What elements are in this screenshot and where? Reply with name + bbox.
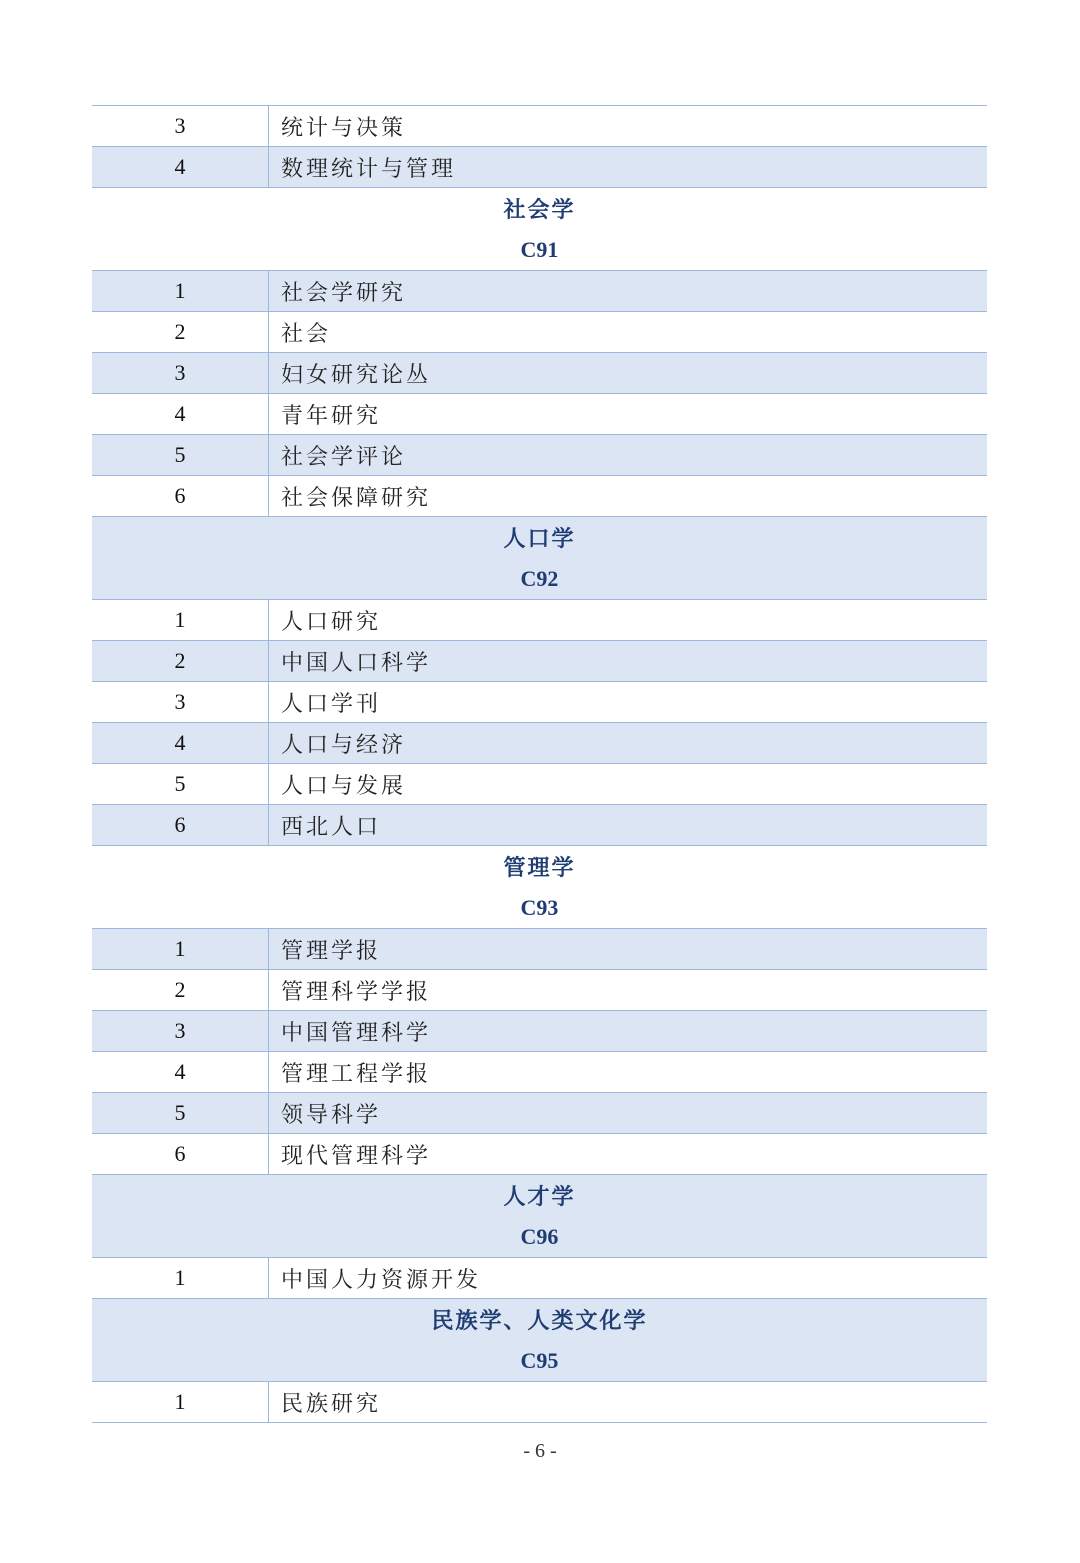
- table-row: [92, 476, 987, 517]
- section-header-demography: [92, 517, 987, 600]
- table-row: [92, 353, 987, 394]
- section-code: C95: [520, 1347, 559, 1373]
- journal-name: 人口研究: [281, 609, 382, 635]
- row-number: 1: [92, 271, 269, 311]
- journal-name: 管理科学学报: [281, 979, 432, 1005]
- row-number: 2: [92, 641, 269, 681]
- row-number: 6: [92, 805, 269, 845]
- row-number: 4: [92, 394, 269, 434]
- section-title: 民族学、人类文化学: [431, 1308, 648, 1334]
- row-number: 3: [92, 353, 269, 393]
- row-number: 1: [92, 1258, 269, 1298]
- journal-name: 数理统计与管理: [281, 156, 457, 182]
- row-number: 5: [92, 435, 269, 475]
- table-row: [92, 147, 987, 188]
- section-header-talent-studies: [92, 1175, 987, 1258]
- table-row: [92, 394, 987, 435]
- journal-name: 管理工程学报: [281, 1061, 432, 1087]
- table-row: [92, 312, 987, 353]
- journal-name: 社会: [281, 321, 332, 347]
- table-row: [92, 106, 987, 147]
- table-row: [92, 929, 987, 970]
- journal-name: 妇女研究论丛: [281, 362, 432, 388]
- journal-name: 中国人口科学: [281, 650, 432, 676]
- journal-name: 民族研究: [281, 1391, 382, 1417]
- section-code: C93: [520, 894, 559, 920]
- table-row: [92, 600, 987, 641]
- journal-name: 领导科学: [281, 1102, 382, 1128]
- section-title: 管理学: [503, 855, 576, 881]
- section-header-management: [92, 846, 987, 929]
- table-row: [92, 1093, 987, 1134]
- table-row: [92, 1258, 987, 1299]
- section-title: 人才学: [503, 1184, 576, 1210]
- section-header-sociology: [92, 188, 987, 271]
- journal-name: 现代管理科学: [281, 1143, 432, 1169]
- row-number: 4: [92, 723, 269, 763]
- row-number: 4: [92, 147, 269, 187]
- section-title: 人口学: [503, 526, 576, 552]
- row-number: 4: [92, 1052, 269, 1092]
- journal-name: 人口学刊: [281, 691, 382, 717]
- table-row: [92, 1011, 987, 1052]
- row-number: 2: [92, 312, 269, 352]
- row-number: 6: [92, 1134, 269, 1174]
- section-title: 社会学: [503, 197, 576, 223]
- row-number: 1: [92, 929, 269, 969]
- row-number: 3: [92, 1011, 269, 1051]
- journal-name: 统计与决策: [281, 115, 407, 141]
- table-row: [92, 970, 987, 1011]
- journal-name: 社会学研究: [281, 280, 407, 306]
- page-number: - 6 -: [523, 1440, 557, 1462]
- table-row: [92, 271, 987, 312]
- journal-name: 中国人力资源开发: [281, 1267, 482, 1293]
- section-header-ethnology: [92, 1299, 987, 1382]
- table-row: [92, 435, 987, 476]
- table-row: [92, 641, 987, 682]
- row-number: 1: [92, 1382, 269, 1422]
- journal-name: 管理学报: [281, 938, 382, 964]
- journal-table: [92, 105, 987, 1423]
- row-number: 1: [92, 600, 269, 640]
- section-code: C91: [520, 236, 559, 262]
- row-number: 5: [92, 1093, 269, 1133]
- journal-name: 社会保障研究: [281, 485, 432, 511]
- table-row: [92, 723, 987, 764]
- table-row: [92, 764, 987, 805]
- journal-name: 社会学评论: [281, 444, 407, 470]
- section-code: C92: [520, 565, 559, 591]
- row-number: 3: [92, 682, 269, 722]
- journal-name: 青年研究: [281, 403, 382, 429]
- row-number: 6: [92, 476, 269, 516]
- row-number: 5: [92, 764, 269, 804]
- table-row: [92, 805, 987, 846]
- journal-name: 中国管理科学: [281, 1020, 432, 1046]
- journal-name: 人口与发展: [281, 773, 407, 799]
- table-row: [92, 1134, 987, 1175]
- journal-name: 西北人口: [281, 814, 382, 840]
- row-number: 3: [92, 106, 269, 146]
- row-number: 2: [92, 970, 269, 1010]
- table-row: [92, 1382, 987, 1423]
- journal-name: 人口与经济: [281, 732, 407, 758]
- section-code: C96: [520, 1223, 559, 1249]
- table-row: [92, 1052, 987, 1093]
- table-row: [92, 682, 987, 723]
